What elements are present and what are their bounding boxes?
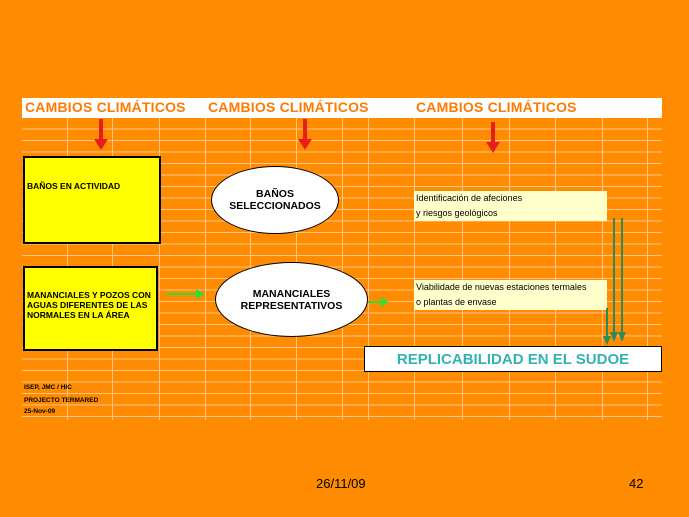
teal-down-arrow-left xyxy=(603,308,613,346)
ellipse-manantiales-representativos xyxy=(215,262,368,337)
ellipse-banos-seleccionados xyxy=(211,166,339,234)
spreadsheet-area xyxy=(22,98,662,420)
note-top-line-1: Identificación de afeciones xyxy=(416,193,523,203)
note-bottom-line-2: o plantas de envase xyxy=(416,297,497,307)
banner-replicabilidad xyxy=(364,346,662,372)
box-banos-en-actividad xyxy=(23,156,161,244)
box-banos-en-actividad-label: BAÑOS EN ACTIVIDAD xyxy=(27,181,121,191)
ellipse-manantiales-line-1: MANANCIALES xyxy=(252,287,331,300)
red-down-arrow-2 xyxy=(298,119,312,149)
box-manantiales-pozos-label: MANANCIALES Y POZOS CON AGUAS DIFERENTES DE LAS NORMALES EN LA ÁREA xyxy=(27,290,151,320)
header-cambios-climaticos-1: CAMBIOS CLIMÁTICOS xyxy=(25,99,186,115)
green-right-arrow-1 xyxy=(166,288,206,300)
red-down-arrow-1 xyxy=(94,119,108,149)
footer-page-number: 42 xyxy=(629,476,644,491)
note-top-line-2: y riesgos geológicos xyxy=(416,208,498,218)
credit-project: PROJECTO TERMARED xyxy=(24,397,99,404)
footer-date: 26/11/09 xyxy=(316,476,366,491)
credit-authors: ISEP, JMC / HIC xyxy=(24,384,72,391)
banner-replicabilidad-label: REPLICABILIDAD EN EL SUDOE xyxy=(396,350,630,368)
header-cambios-climaticos-3: CAMBIOS CLIMÁTICOS xyxy=(416,99,577,115)
note-bottom-line-1: Viabilidade de nuevas estaciones termales xyxy=(416,282,587,292)
header-cambios-climaticos-2: CAMBIOS CLIMÁTICOS xyxy=(208,99,369,115)
box-manantiales-pozos xyxy=(23,266,158,351)
green-right-arrow-2 xyxy=(368,296,390,308)
credit-date: 25-Nov-09 xyxy=(24,408,56,415)
red-down-arrow-3 xyxy=(486,122,500,152)
ellipse-manantiales-line-2: REPRESENTATIVOS xyxy=(240,299,343,312)
ellipse-banos-line-2: SELECCIONADOS xyxy=(229,200,321,212)
note-viabilidade-estaciones xyxy=(414,280,607,310)
note-identificacion-afeciones xyxy=(414,191,607,221)
ellipse-banos-line-1: BAÑOS xyxy=(256,188,294,200)
